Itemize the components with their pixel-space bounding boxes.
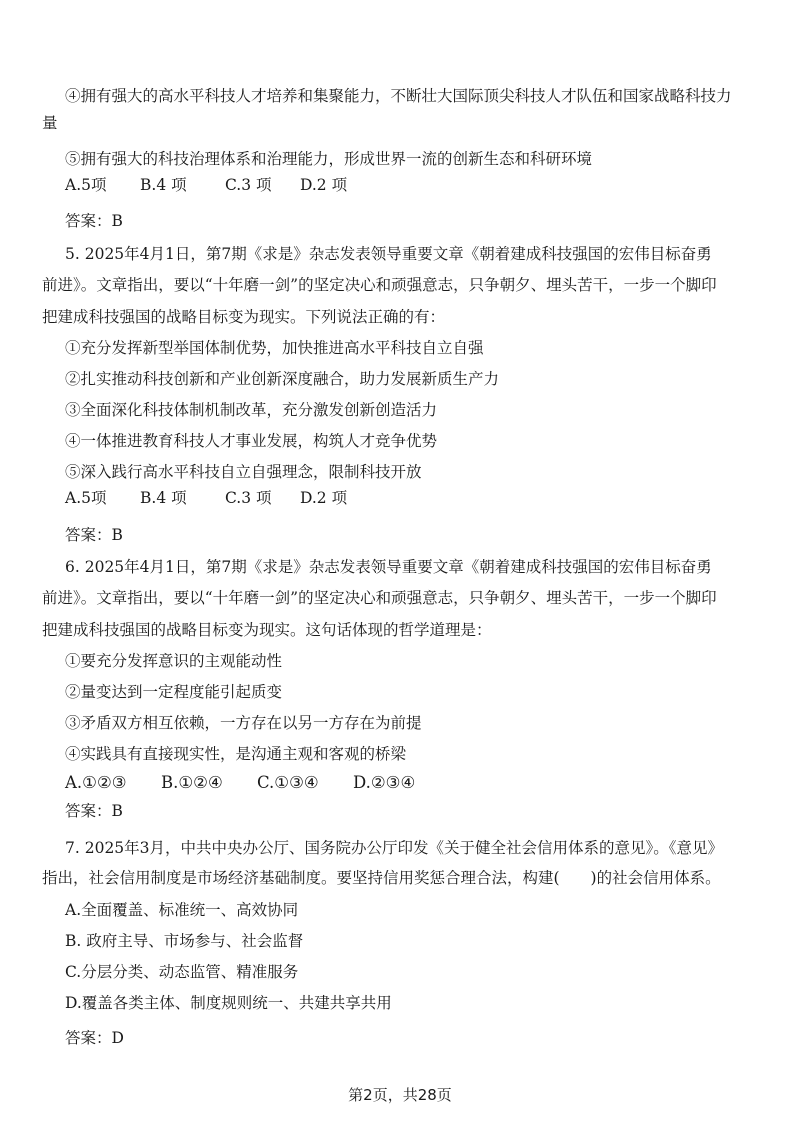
q6-options (65, 772, 449, 794)
q7-option-b: B. 政府主导、市场参与、社会监督 (65, 932, 304, 950)
q4-item-5: ⑤拥有强大的科技治理体系和治理能力，形成世界一流的创新生态和科研环境 (65, 150, 593, 168)
q6-item-2: ②量变达到一定程度能引起质变 (65, 683, 283, 701)
q7-option-a: A.全面覆盖、标准统一、高效协同 (65, 901, 299, 919)
q7-stem-line2: 指出，社会信用制度是市场经济基础制度。要坚持信用奖惩合理合法，构建( )的社会信用体系。 (42, 869, 721, 887)
page-number-footer: 第2页，共28页 (348, 1086, 452, 1104)
q5-stem-line3: 把建成科技强国的战略目标变为现实。下列说法正确的有： (42, 308, 446, 326)
q4-option-c: C.3 项 (225, 176, 272, 194)
q6-option-a: A.①②③ (65, 773, 127, 792)
q4-option-b: B.4 项 (140, 176, 187, 194)
q6-stem-line3: 把建成科技强国的战略目标变为现实。这句话体现的哲学道理是： (42, 621, 492, 639)
q6-option-c: C.①③④ (257, 773, 319, 792)
q5-option-c: C.3 项 (225, 489, 272, 507)
q6-item-3: ③矛盾双方相互依赖，一方存在以另一方存在为前提 (65, 714, 422, 732)
q7-option-c: C.分层分类、动态监管、精准服务 (65, 963, 299, 981)
q6-answer: 答案：B (65, 802, 123, 820)
q5-item-1: ①充分发挥新型举国体制优势，加快推进高水平科技自立自强 (65, 339, 484, 357)
q6-item-4: ④实践具有直接现实性，是沟通主观和客观的桥梁 (65, 745, 407, 763)
q5-option-a: A.5项 (65, 489, 107, 507)
q4-options (65, 174, 375, 196)
q6-option-b: B.①②④ (161, 773, 223, 792)
q5-option-b: B.4 项 (140, 489, 187, 507)
q5-item-4: ④一体推进教育科技人才事业发展，构筑人才竞争优势 (65, 432, 438, 450)
q5-item-2: ②扎实推动科技创新和产业创新深度融合，助力发展新质生产力 (65, 370, 500, 388)
q5-stem-line1: 5. 2025年4月1日，第7期《求是》杂志发表领导重要文章《朝着建成科技强国的宏伟目标奋勇 (65, 245, 712, 263)
q5-stem-line2: 前进》。文章指出，要以“十年磨一剑”的坚定决心和顽强意志，只争朝夕、埋头苦干，一步一个脚印 (42, 276, 717, 294)
q6-stem-line2: 前进》。文章指出，要以“十年磨一剑”的坚定决心和顽强意志，只争朝夕、埋头苦干，一步一个脚印 (42, 589, 717, 607)
q7-stem-line1: 7. 2025年3月，中共中央办公厅、国务院办公厅印发《关于健全社会信用体系的意见》。《意见》 (65, 839, 724, 857)
q6-stem-line1: 6. 2025年4月1日，第7期《求是》杂志发表领导重要文章《朝着建成科技强国的宏伟目标奋勇 (65, 558, 712, 576)
q5-item-5: ⑤深入践行高水平科技自立自强理念，限制科技开放 (65, 463, 422, 481)
q6-option-d: D.②③④ (353, 773, 416, 792)
q6-item-1: ①要充分发挥意识的主观能动性 (65, 652, 283, 670)
q5-answer: 答案：B (65, 526, 123, 544)
q4-item-4-line1: ④拥有强大的高水平科技人才培养和集聚能力，不断壮大国际顶尖科技人才队伍和国家战略科技力 (65, 87, 732, 105)
q5-item-3: ③全面深化科技体制机制改革，充分激发创新创造活力 (65, 401, 438, 419)
q7-answer: 答案：D (65, 1029, 124, 1047)
q4-answer: 答案：B (65, 212, 123, 230)
q5-option-d: D.2 项 (300, 489, 348, 507)
q7-option-d: D.覆盖各类主体、制度规则统一、共建共享共用 (65, 994, 392, 1012)
q4-option-d: D.2 项 (300, 176, 348, 194)
q4-item-4-line2: 量 (42, 114, 58, 132)
q5-options (65, 487, 375, 509)
q4-option-a: A.5项 (65, 176, 107, 194)
